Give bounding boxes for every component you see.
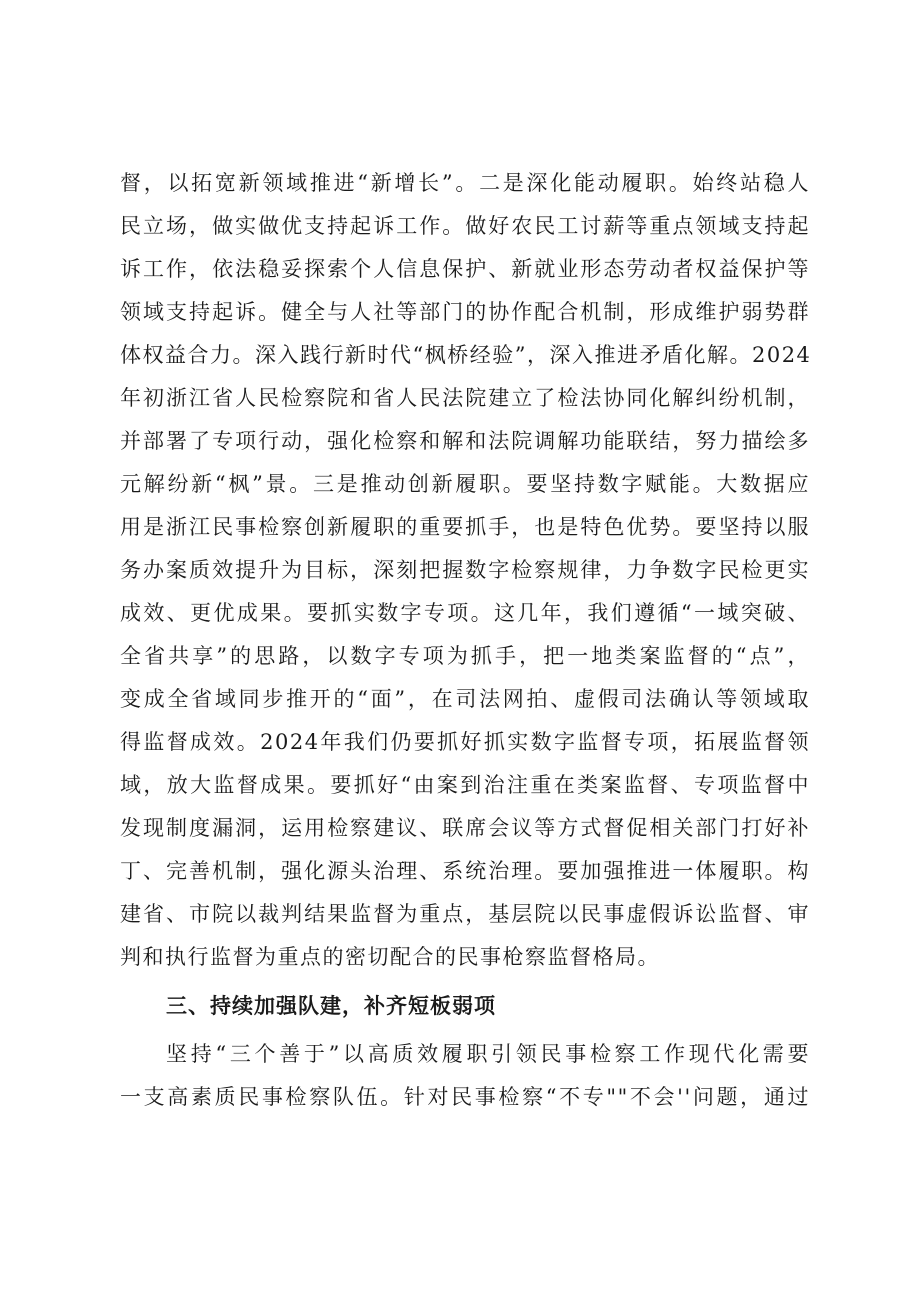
- paragraph-line: 坚持“三个善于”以高质效履职引领民事检察工作现代化需要: [166, 1042, 810, 1066]
- paragraph-line: 民立场，做实做优支持起诉工作。做好农民工讨薪等重点领域支持起: [120, 214, 810, 238]
- paragraph-line: 域，放大监督成果。要抓好“由案到治注重在类案监督、专项监督中: [120, 773, 810, 797]
- paragraph-line: 得监督成效。2024年我们仍要抓好抓实数字监督专项，拓展监督领: [120, 730, 810, 754]
- paragraph-line: 务办案质效提升为目标，深刻把握数字检察规律，力争数字民检更实: [120, 558, 810, 582]
- paragraph-line: 发现制度漏洞，运用检察建议、联席会议等方式督促相关部门打好补: [120, 816, 810, 840]
- paragraph-line: 并部署了专项行动，强化检察和解和法院调解功能联结，努力描绘多: [120, 429, 810, 453]
- paragraph-line: 年初浙江省人民检察院和省人民法院建立了检法协同化解纠纷机制，: [120, 386, 810, 410]
- paragraph-line: 建省、市院以裁判结果监督为重点，基层院以民事虚假诉讼监督、审: [120, 902, 810, 926]
- section-heading: 三、持续加强队建，补齐短板弱项: [166, 994, 496, 1018]
- paragraph-line: 成效、更优成果。要抓实数字专项。这几年，我们遵循“一域突破、: [120, 601, 810, 625]
- paragraph-line: 全省共享”的思路，以数字专项为抓手，把一地类案监督的“点”，: [120, 644, 810, 668]
- paragraph-line: 督，以拓宽新领域推进“新增长”。二是深化能动履职。始终站稳人: [120, 171, 810, 195]
- paragraph-line: 变成全省域同步推开的“面”，在司法网拍、虚假司法确认等领域取: [120, 687, 810, 711]
- paragraph-line: 领域支持起诉。健全与人社等部门的协作配合机制，形成维护弱势群: [120, 300, 810, 324]
- paragraph-line: 判和执行监督为重点的密切配合的民事枪察监督格局。: [120, 945, 660, 969]
- paragraph-line: 丁、完善机制，强化源头治理、系统治理。要加强推进一体履职。构: [120, 859, 810, 883]
- paragraph-line: 体权益合力。深入践行新时代“枫桥经验”，深入推进矛盾化解。2024: [120, 343, 812, 367]
- document-body: [120, 162, 810, 1119]
- paragraph-line: 诉工作，依法稳妥探索个人信息保护、新就业形态劳动者权益保护等: [120, 257, 810, 281]
- paragraph-line: 用是浙江民事检察创新履职的重要抓手，也是特色优势。要坚持以服: [120, 515, 810, 539]
- paragraph-line: 元解纷新“枫”景。三是推动创新履职。要坚持数字赋能。大数据应: [120, 472, 810, 496]
- paragraph-line: 一支高素质民事检察队伍。针对民事检察“不专""不会''问题，通过: [120, 1085, 810, 1109]
